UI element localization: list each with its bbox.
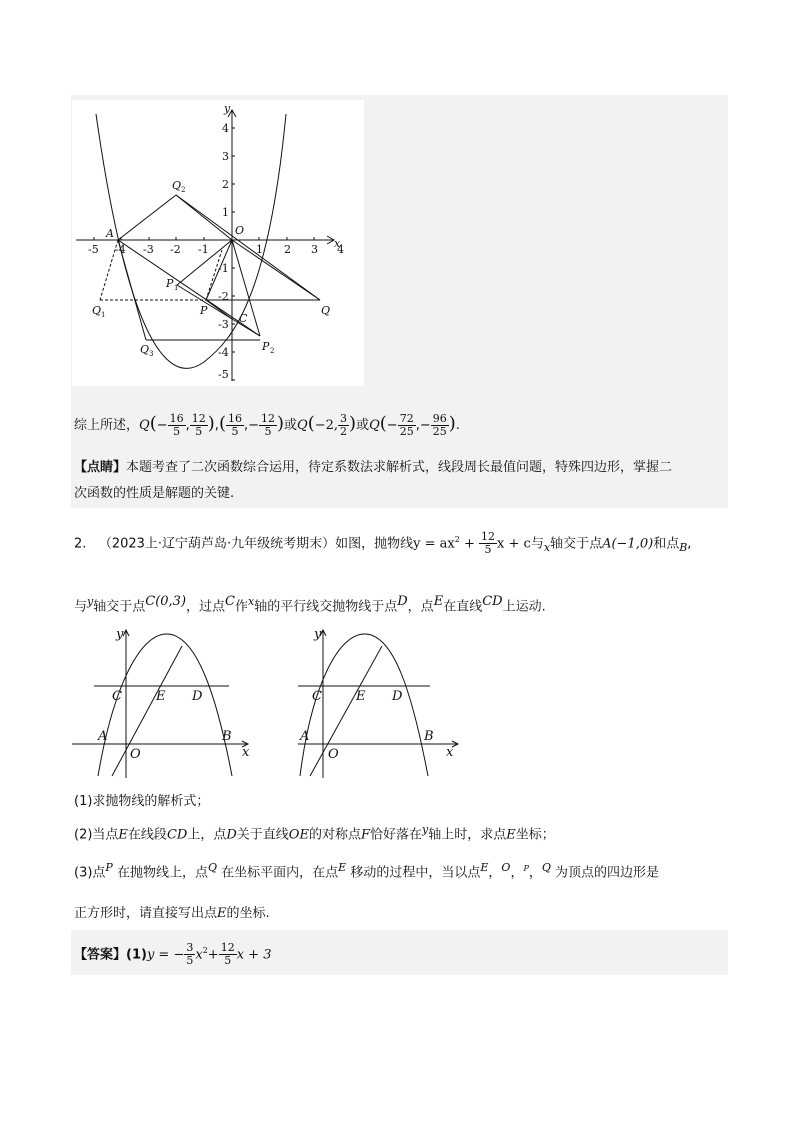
frac-num: 12: [191, 412, 206, 425]
frac-den: 5: [195, 425, 203, 438]
x-tick: 3: [311, 243, 318, 256]
text: 轴交于点: [93, 599, 146, 615]
x-axis-label: x: [446, 745, 454, 760]
subscript: 1: [101, 311, 106, 319]
point-P: P: [523, 864, 529, 873]
y-tick: -5: [218, 368, 229, 381]
text: ，过点: [186, 599, 226, 615]
y-tick: 3: [222, 150, 229, 163]
equation-part: x: [195, 947, 203, 963]
parabola-figure-3: [298, 622, 482, 782]
point-B: B: [679, 540, 688, 554]
subscript: 3: [149, 350, 154, 358]
point-C: C: [225, 594, 235, 609]
comment-line-1: [74, 458, 672, 478]
text: 的坐标.: [226, 906, 270, 921]
point-E-label: E: [356, 689, 366, 704]
frac-den: 25: [399, 425, 414, 438]
point-O: O: [501, 861, 511, 874]
text: 和点: [653, 536, 680, 552]
text: 在抛物线上，点: [116, 865, 208, 881]
point-C: C(0,3): [145, 594, 187, 609]
question-text: (1)求抛物线的解析式；: [74, 794, 210, 809]
parabola-figure-1: [72, 100, 364, 386]
point-Q3-label: Q: [140, 343, 150, 356]
frac-den: 5: [224, 954, 232, 968]
text: ,: [687, 536, 692, 552]
text: 关于直线: [236, 827, 289, 843]
comment-tag: 【点睛】: [74, 460, 127, 475]
text: 上，点: [187, 827, 227, 843]
frac-num: 12: [261, 412, 275, 425]
x-tick: 2: [284, 243, 291, 256]
y-tick: -4: [218, 346, 229, 359]
subscript: 2: [181, 186, 186, 194]
frac-den: 25: [432, 425, 447, 438]
frac-den: 5: [264, 425, 272, 438]
problem-number: 2.: [74, 536, 87, 552]
question-2: [74, 820, 555, 845]
point-E: E: [433, 594, 444, 609]
x-tick: -3: [143, 243, 154, 256]
point-D: D: [397, 594, 408, 609]
text: 在线段: [127, 827, 167, 843]
line-OE: OE: [288, 827, 309, 843]
y-tick: -1: [218, 262, 229, 275]
text: 轴的平行线交抛物线于点: [254, 599, 398, 615]
text: 在直线: [443, 599, 483, 615]
problem-source: （2023上·辽宁葫芦岛·九年级统考期末）如图，抛物线: [98, 536, 414, 552]
origin-label: O: [130, 747, 141, 762]
y-axis-label: y: [224, 102, 231, 115]
x-tick: -4: [115, 243, 126, 256]
text: (3)点: [74, 865, 106, 881]
frac-num: 16: [169, 412, 184, 425]
frac-den: 2: [340, 425, 348, 438]
text: ，点: [407, 599, 434, 615]
text: 移动的过程中，当以点: [350, 865, 481, 881]
point-A-label: A: [106, 227, 114, 240]
comment-text: 本题考查了二次函数综合运用，待定系数法求解析式，线段周长最值问题，特殊四边形，掌握二: [126, 460, 673, 475]
point-Q2-label: Q: [172, 179, 182, 192]
frac-den: 5: [231, 425, 239, 438]
origin-label: O: [235, 224, 245, 237]
frac-num: 72: [399, 412, 414, 425]
var-x: x: [543, 540, 551, 554]
y-tick: -3: [218, 318, 229, 331]
answer-line: 【答案】(1)y = − $\frac{3}{5}$ $x^2+$ $\frac{12}{5}$ x + 3: [74, 941, 272, 968]
point-Q: Q: [207, 861, 218, 874]
answer-part: (1): [126, 947, 147, 963]
x-tick: 1: [256, 243, 263, 256]
y-axis-label: y: [116, 627, 124, 642]
point-Q1-label: Q: [92, 304, 102, 317]
point-E: E: [506, 827, 516, 843]
text: 在坐标平面内，在点: [221, 865, 339, 881]
point-D: D: [226, 827, 237, 843]
parabola-figure-2: [72, 622, 256, 782]
comment-text: 次函数的性质是解题的关键.: [74, 486, 235, 501]
frac-den: 5: [173, 425, 181, 438]
point-P: P: [105, 861, 113, 874]
segment-CD: CD: [482, 594, 503, 609]
frac-num: 16: [227, 412, 242, 425]
x-tick: -5: [88, 243, 99, 256]
x-tick: -2: [170, 243, 181, 256]
frac-num: 12: [220, 941, 235, 955]
equation-part: +: [207, 947, 219, 963]
var-y: y: [87, 595, 94, 608]
question-3-line-1: (3)点$^P$ 在抛物线上，点$^Q$ 在坐标平面内，在点$^E$ 移动的过程中，当以点$^E$，$^O$，$^P$，$^Q$ 为顶点的四边形是: [74, 861, 660, 881]
y-tick: 1: [222, 206, 229, 219]
text: 为顶点的四边形是: [555, 865, 660, 881]
text: (2)当点: [74, 827, 119, 843]
frac-num: 3: [186, 941, 194, 955]
or-text: 或: [284, 418, 298, 433]
point-D-label: D: [392, 689, 403, 704]
point-B-label: B: [424, 729, 434, 744]
y-tick: 4: [222, 122, 229, 135]
question-3-line-2: [74, 904, 270, 924]
y-axis-label: y: [314, 627, 322, 642]
var-x: x: [248, 595, 255, 608]
or-text: 或: [356, 418, 370, 433]
point-P1-label: P: [166, 277, 174, 290]
text: 坐标；: [515, 827, 555, 843]
text: 与: [74, 599, 88, 615]
point-B-label: B: [222, 729, 232, 744]
segment-CD: CD: [166, 827, 188, 843]
equation-part: y = −: [146, 947, 185, 963]
equation-part: +: [464, 536, 475, 552]
question-1: [74, 792, 209, 812]
point-Q: Q: [541, 861, 551, 874]
x-tick: 4: [337, 243, 344, 256]
point-A-label: A: [98, 729, 108, 744]
summary-prefix: 综上所述，: [74, 418, 140, 433]
point-F: F: [360, 827, 370, 843]
x-tick: -1: [198, 243, 209, 256]
text: 恰好落在: [369, 827, 422, 843]
var-y: y: [422, 823, 429, 836]
point-C-label: C: [312, 689, 322, 704]
subscript: 1: [174, 284, 179, 292]
x-axis-label: x: [242, 745, 250, 760]
point-E: E: [217, 906, 227, 921]
comment-line-2: [74, 484, 234, 504]
equation-part: y = ax: [413, 536, 455, 552]
coord-int: −2,: [314, 418, 339, 433]
point-E: E: [338, 861, 347, 874]
text: 与: [530, 536, 544, 552]
problem2-line-2: [74, 592, 546, 617]
frac-den: 5: [484, 543, 492, 557]
answer-tag: 【答案】: [74, 947, 127, 963]
point-P-label: P: [200, 304, 208, 317]
point-D-label: D: [192, 689, 203, 704]
point-A: A(−1,0): [602, 536, 654, 552]
text: 上运动.: [502, 599, 546, 615]
equation-part: x + c: [497, 536, 531, 552]
y-tick: 2: [222, 178, 229, 191]
x-axis-label: x: [334, 237, 341, 250]
text: 轴上时，求点: [428, 827, 507, 843]
point-C-label: C: [239, 312, 248, 325]
text: 轴交于点: [550, 536, 603, 552]
text: 作: [234, 599, 248, 615]
origin-label: O: [328, 747, 339, 762]
point-E-label: E: [156, 689, 166, 704]
summary-line: 综上所述，Q(− $\frac{16}{5}$ , $\frac{12}{5}$ ),( $\frac{16}{5}$ ,− $\frac{12}{5}$ )或Q(−2, $\frac{3}{2}$ )或Q(− $\frac{72}{25}$ ,− $\frac{96}{25}$ ).: [74, 412, 460, 438]
frac-num: 3: [340, 412, 348, 425]
equation-part: x + 3: [236, 947, 272, 963]
text: 的对称点: [308, 827, 361, 843]
point-E: E: [480, 861, 489, 874]
frac-num: 96: [432, 412, 447, 425]
text: 正方形时，请直接写出点: [74, 906, 218, 921]
point-Q-label: Q: [321, 304, 331, 317]
frac-den: 5: [186, 954, 194, 968]
problem2-line-1: 2. （2023上·辽宁葫芦岛·九年级统考期末）如图，抛物线$y = ax^2$ + $\frac{12}{5}$ x + c与$_x$轴交于点A(−1,0)和点$_B$,: [74, 530, 692, 557]
summary-end: .: [455, 418, 460, 433]
point-C-label: C: [112, 689, 122, 704]
point-A-label: A: [300, 729, 310, 744]
point-E: E: [118, 827, 128, 843]
frac-num: 12: [481, 530, 496, 544]
point-P2-label: P: [262, 340, 270, 353]
subscript: 2: [270, 347, 275, 355]
y-tick: -2: [218, 290, 229, 303]
